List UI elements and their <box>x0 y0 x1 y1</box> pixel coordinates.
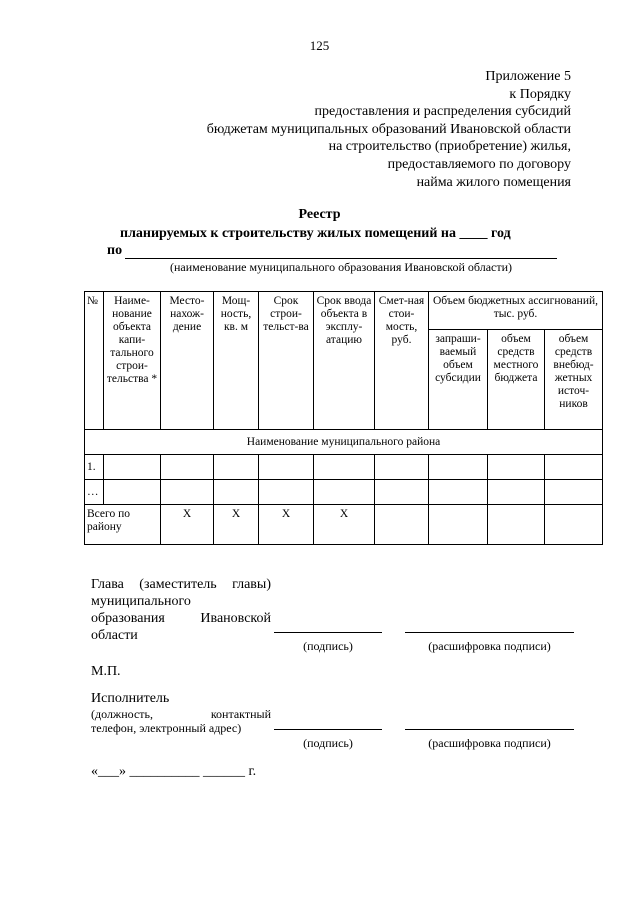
header-capacity: Мощ-ность, кв. м <box>214 292 259 430</box>
header-local-budget: объем средств местного бюджета <box>488 330 545 430</box>
header-location: Место-нахож-дение <box>161 292 214 430</box>
executor-decode-line <box>405 729 574 730</box>
head-label-line: муниципального <box>91 594 191 609</box>
executor-title: Исполнитель <box>91 691 170 706</box>
head-signature-line <box>274 632 382 633</box>
table-cell <box>161 455 214 480</box>
table-cell <box>429 505 488 545</box>
municipality-name-line <box>125 258 557 259</box>
district-row: Наименование муниципального района <box>85 430 603 455</box>
executor-signature-line <box>274 729 382 730</box>
header-build-term: Срок строи-тельст-ва <box>259 292 314 430</box>
table-cell <box>488 455 545 480</box>
table-cell <box>488 505 545 545</box>
table-cell <box>104 480 161 505</box>
head-label-line: Глава (заместитель главы) <box>91 577 271 592</box>
row-number: 1. <box>85 455 104 480</box>
appendix-line: к Порядку <box>509 86 571 102</box>
header-requested: запраши-ваемый объем субсидии <box>429 330 488 430</box>
table-cell <box>545 455 603 480</box>
executor-sub-line: телефон, электронный адрес) <box>91 721 242 735</box>
table-cell <box>259 455 314 480</box>
header-extra-budget: объем средств внебюд-жетных источ-ников <box>545 330 603 430</box>
total-x-location: Х <box>161 505 214 545</box>
header-object-name: Наиме-нование объекта капи-тального строи-тельства * <box>104 292 161 430</box>
executor-label <box>91 690 271 735</box>
head-decode-caption: (расшифровка подписи) <box>428 639 551 653</box>
table-cell <box>488 480 545 505</box>
appendix-line: предоставления и распределения субсидий <box>314 104 571 120</box>
head-label-line: области <box>91 628 138 643</box>
page-number: 125 <box>309 38 330 53</box>
table-cell <box>429 455 488 480</box>
table-cell <box>214 455 259 480</box>
table-cell <box>314 480 375 505</box>
table-cell <box>375 455 429 480</box>
header-number: № <box>85 292 104 430</box>
table-cell <box>375 480 429 505</box>
document-subtitle-by: по <box>107 243 123 258</box>
date-line: «___» __________ ______ г. <box>91 764 257 779</box>
table-cell <box>104 455 161 480</box>
head-label-line <box>91 610 271 627</box>
table-cell <box>314 455 375 480</box>
table-cell <box>429 480 488 505</box>
table-cell <box>259 480 314 505</box>
total-x-commission: Х <box>314 505 375 545</box>
executor-sub-line <box>91 707 271 721</box>
total-label: Всего по району <box>85 505 161 545</box>
appendix-line: предоставляемого по договору <box>387 156 571 172</box>
header-estimate: Смет-ная стои-мость, руб. <box>375 292 429 430</box>
document-subtitle: планируемых к строительству жилых помещений на ____ год <box>120 226 511 241</box>
head-signature-caption: (подпись) <box>303 639 353 653</box>
appendix-line: найма жилого помещения <box>416 174 571 190</box>
header-commission-term: Срок ввода объекта в эксплу-атацию <box>314 292 375 430</box>
table-cell <box>375 505 429 545</box>
head-label-word: образования <box>91 611 165 626</box>
registry-table <box>84 291 603 545</box>
row-number: … <box>85 480 104 505</box>
municipality-caption: (наименование муниципального образования Ивановской области) <box>169 260 513 274</box>
appendix-line: Приложение 5 <box>485 69 571 84</box>
head-signature-label <box>91 576 271 644</box>
head-decode-line <box>405 632 574 633</box>
total-x-build-term: Х <box>259 505 314 545</box>
executor-signature-caption: (подпись) <box>303 736 353 750</box>
executor-decode-caption: (расшифровка подписи) <box>428 736 551 750</box>
total-x-capacity: Х <box>214 505 259 545</box>
document-title: Реестр <box>298 207 341 222</box>
head-label-word: Ивановской <box>200 611 271 626</box>
header-budget: Объем бюджетных ассигнований, тыс. руб. <box>429 292 603 330</box>
appendix-header <box>207 68 571 191</box>
table-cell <box>545 505 603 545</box>
executor-sub-word: (должность, <box>91 707 153 721</box>
executor-sub-word: контактный <box>210 707 271 721</box>
table-cell <box>545 480 603 505</box>
appendix-line: на строительство (приобретение) жилья, <box>328 139 571 155</box>
stamp-place: М.П. <box>91 664 121 679</box>
appendix-line: бюджетам муниципальных образований Ивановской области <box>206 121 571 137</box>
table-cell <box>214 480 259 505</box>
table-cell <box>161 480 214 505</box>
